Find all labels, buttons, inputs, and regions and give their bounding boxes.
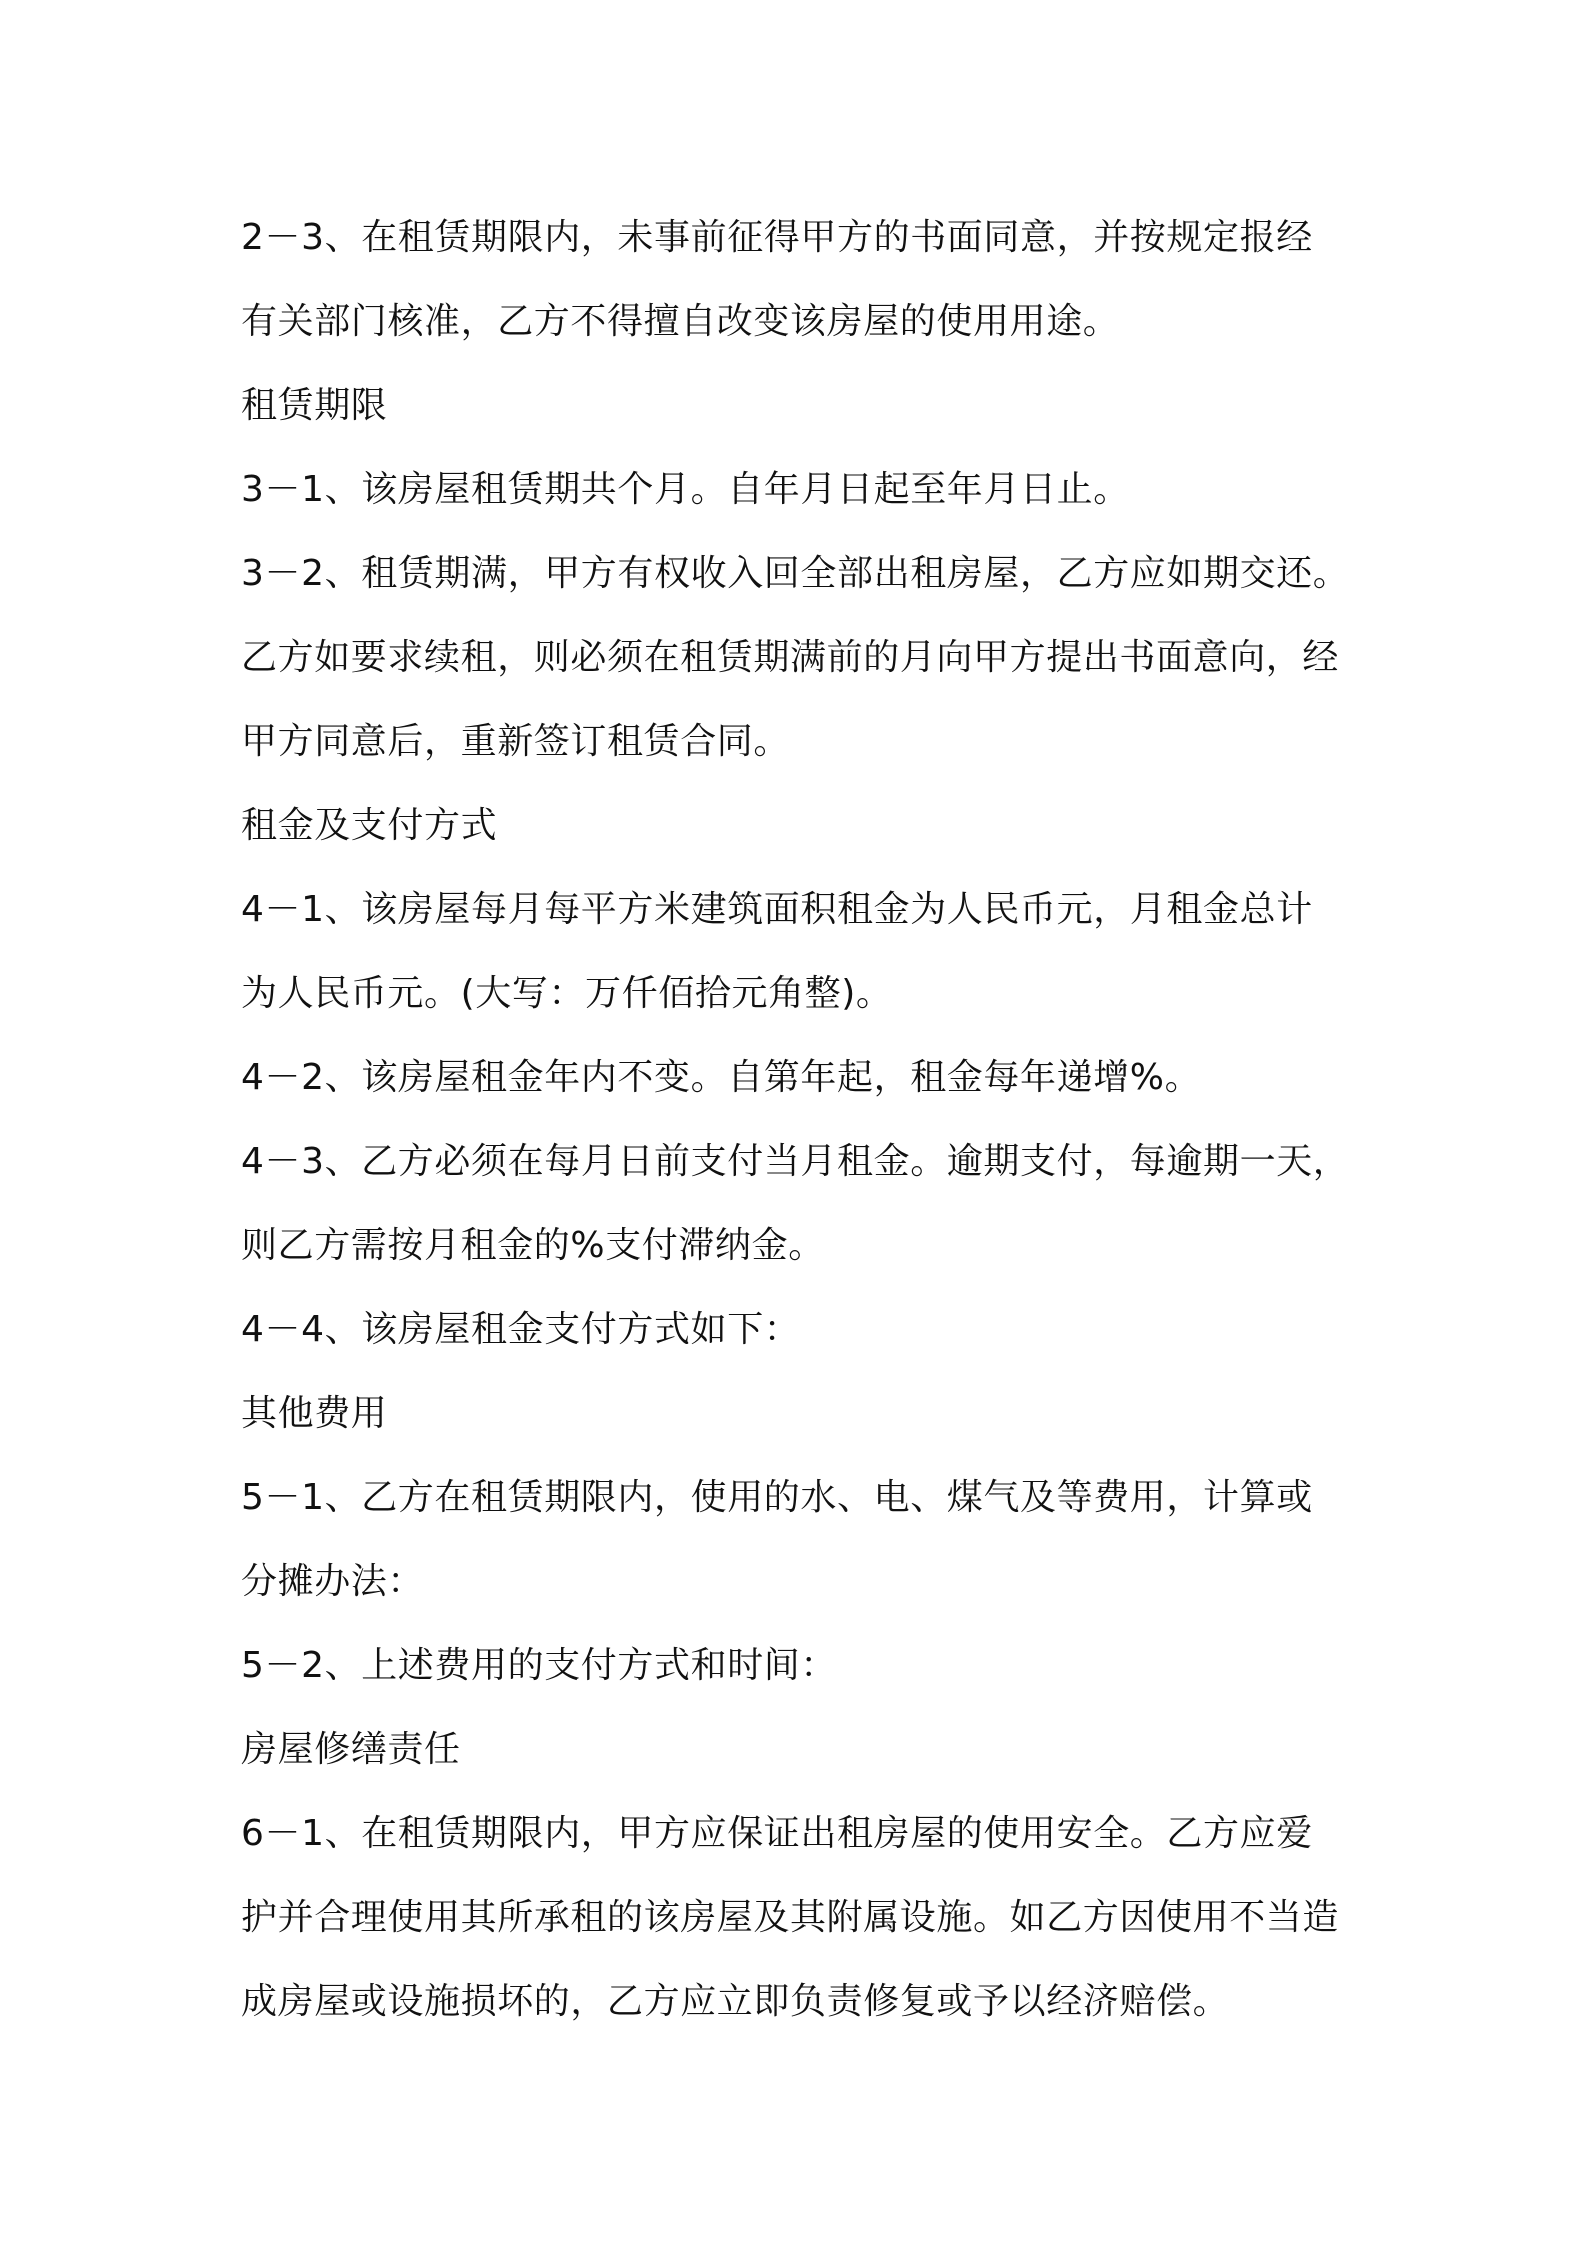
clause-line: 3－2、租赁期满，甲方有权收入回全部出租房屋，乙方应如期交还。 xyxy=(241,553,1350,594)
clause-line: 成房屋或设施损坏的，乙方应立即负责修复或予以经济赔偿。 xyxy=(241,1981,1230,2022)
clause-line: 4－4、该房屋租金支付方式如下： xyxy=(241,1309,801,1350)
clause-line: 护并合理使用其所承租的该房屋及其附属设施。如乙方因使用不当造 xyxy=(241,1897,1340,1938)
section-heading: 租赁期限 xyxy=(241,385,388,426)
section-heading: 其他费用 xyxy=(241,1393,388,1434)
clause-line: 3－1、该房屋租赁期共个月。自年月日起至年月日止。 xyxy=(241,469,1130,510)
clause-line: 分摊办法： xyxy=(241,1561,425,1602)
clause-line: 有关部门核准，乙方不得擅自改变该房屋的使用用途。 xyxy=(241,301,1120,342)
clause-line: 2－3、在租赁期限内，未事前征得甲方的书面同意，并按规定报经 xyxy=(241,217,1313,258)
clause-line: 为人民币元。(大写：万仟佰拾元角整)。 xyxy=(241,973,893,1014)
clause-line: 4－1、该房屋每月每平方米建筑面积租金为人民币元，月租金总计 xyxy=(241,889,1313,930)
section-heading: 租金及支付方式 xyxy=(241,805,498,846)
document-body xyxy=(241,196,1361,2044)
clause-line: 乙方如要求续租，则必须在租赁期满前的月向甲方提出书面意向，经 xyxy=(241,637,1340,678)
clause-line: 甲方同意后，重新签订租赁合同。 xyxy=(241,721,791,762)
clause-line: 5－2、上述费用的支付方式和时间： xyxy=(241,1645,838,1686)
clause-line: 4－3、乙方必须在每月日前支付当月租金。逾期支付，每逾期一天， xyxy=(241,1141,1350,1182)
clause-line: 4－2、该房屋租金年内不变。自第年起，租金每年递增%。 xyxy=(241,1057,1202,1098)
section-heading: 房屋修缮责任 xyxy=(241,1729,461,1770)
clause-line: 则乙方需按月租金的%支付滞纳金。 xyxy=(241,1225,825,1266)
clause-line: 6－1、在租赁期限内，甲方应保证出租房屋的使用安全。乙方应爱 xyxy=(241,1813,1313,1854)
clause-line: 5－1、乙方在租赁期限内，使用的水、电、煤气及等费用，计算或 xyxy=(241,1477,1313,1518)
